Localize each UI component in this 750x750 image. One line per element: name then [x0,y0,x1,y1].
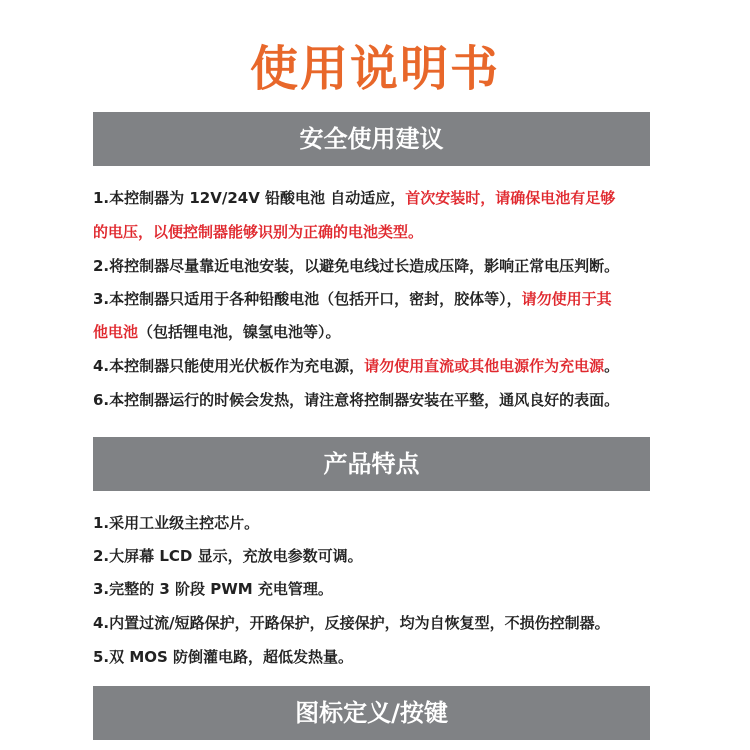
section-heading-safety: 安全使用建议 [93,112,650,166]
safety-item-1-cont [93,221,423,242]
safety-item-1 [93,187,615,208]
section-heading-features: 产品特点 [93,437,650,491]
text-black: 6.本控制器运行的时候会发热，请注意将控制器安装在平整，通风良好的表面。 [93,391,620,409]
safety-item-2 [93,255,619,276]
text-red: 首次安装时，请确保电池有足够 [405,189,616,207]
text-red: 请勿使用于其 [521,290,612,308]
section-heading-icons-buttons: 图标定义/按键 [93,686,650,740]
safety-item-4 [93,355,619,376]
text-red: 他电池 [93,323,139,341]
safety-item-3 [93,288,612,309]
page-title: 使用说明书 [249,41,500,97]
text-black: 3.本控制器只适用于各种铅酸电池（包括开口，密封，胶体等）， [93,290,522,308]
feature-item: 3.完整的 3 阶段 PWM 充电管理。 [93,580,333,598]
text-black: 1.本控制器为 12V/24V 铅酸电池 自动适应， [93,189,406,207]
text-black: 2.将控制器尽量靠近电池安装，以避免电线过长造成压降，影响正常电压判断。 [93,257,620,275]
feature-item: 5.双 MOS 防倒灌电路，超低发热量。 [93,648,354,666]
text-black: 4.本控制器只能使用光伏板作为充电源， [93,357,365,375]
safety-item-6 [93,389,619,410]
text-black: （包括锂电池，镍氢电池等）。 [138,323,341,341]
feature-item: 4.内置过流/短路保护，开路保护，反接保护，均为自恢复型，不损伤控制器。 [93,614,610,632]
text-red: 请勿使用直流或其他电源作为充电源 [364,357,605,375]
text-red: 的电压，以便控制器能够识别为正确的电池类型。 [93,223,424,241]
safety-item-3-cont [93,321,341,342]
feature-item: 1.采用工业级主控芯片。 [93,514,260,532]
text-black: 。 [604,357,620,375]
feature-item: 2.大屏幕 LCD 显示，充放电参数可调。 [93,547,363,565]
